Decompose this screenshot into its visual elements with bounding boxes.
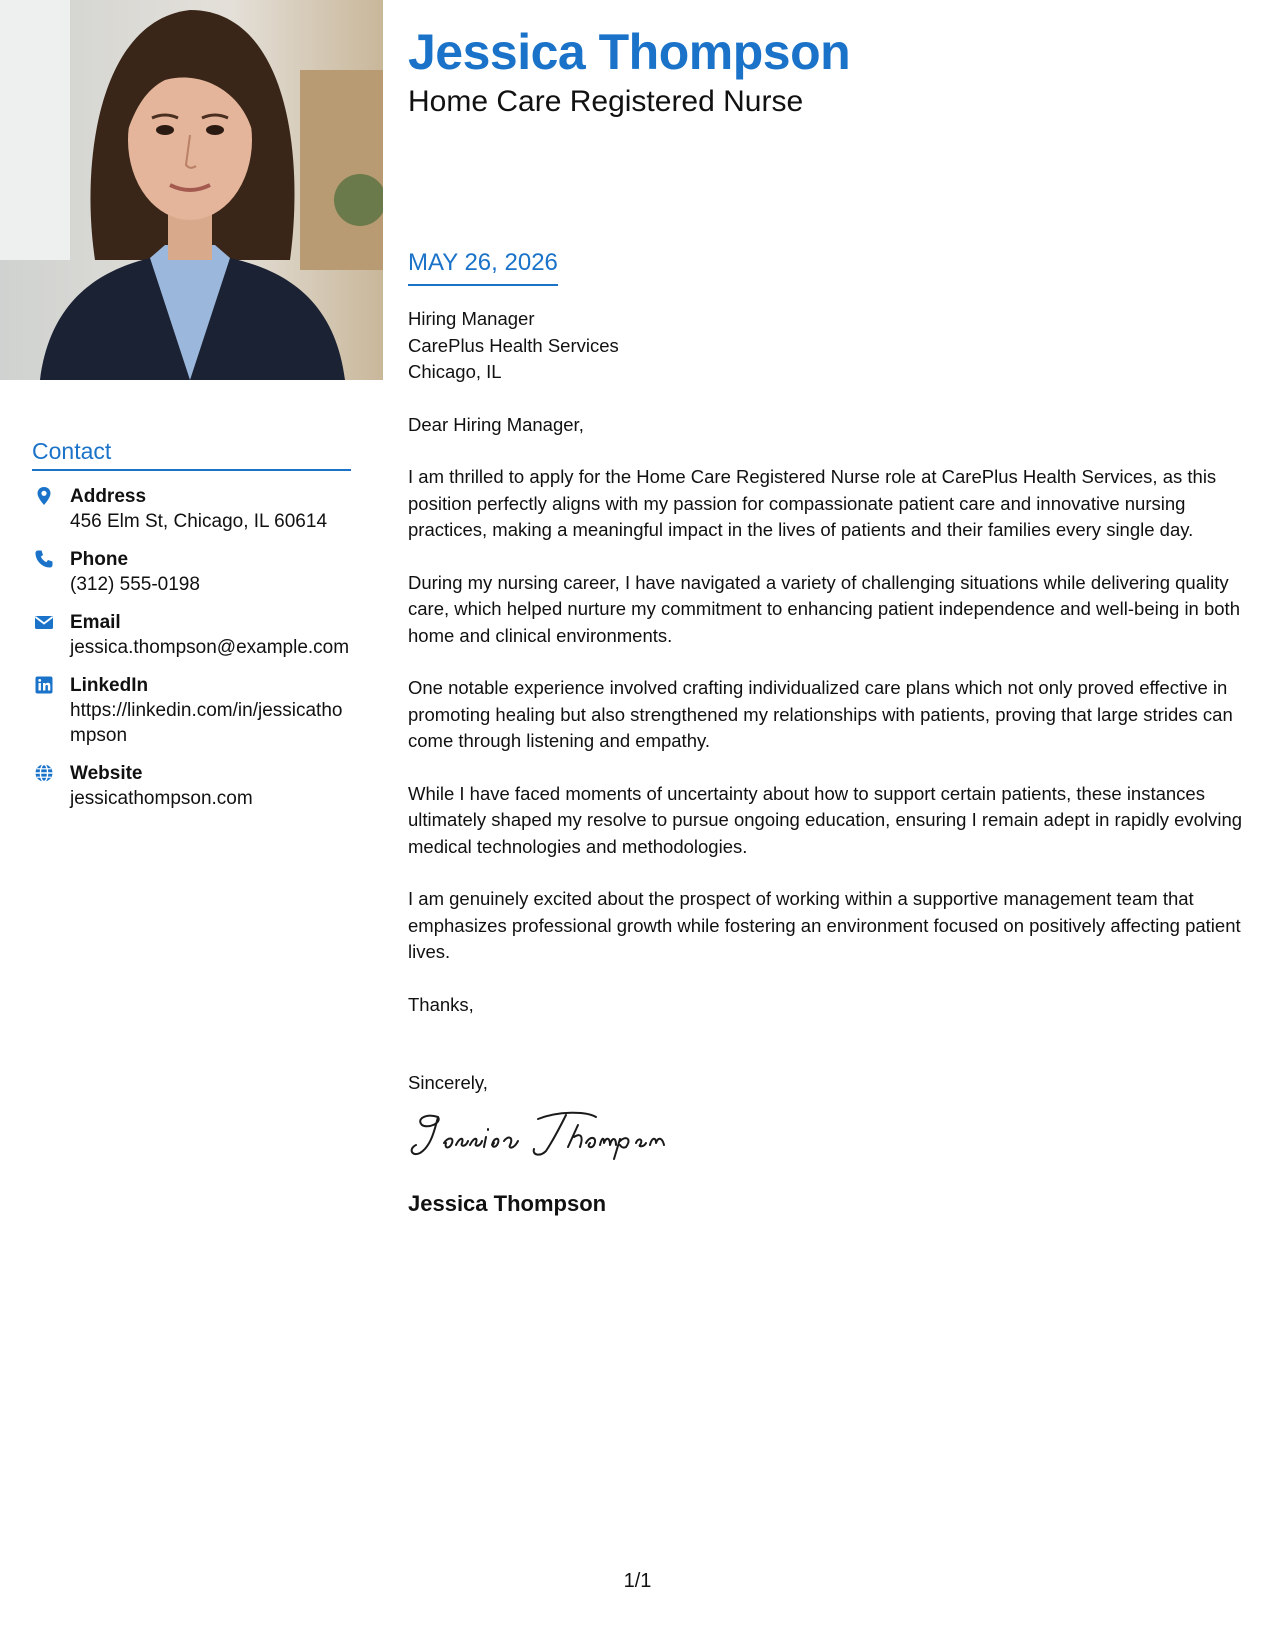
contact-label: Website (70, 763, 143, 784)
contact-value: jessicathompson.com (70, 788, 253, 809)
globe-icon (34, 763, 54, 783)
signer-name: Jessica Thompson (408, 1190, 607, 1216)
profile-photo (0, 0, 383, 380)
contact-item-email (32, 611, 351, 660)
paragraph: While I have faced moments of uncertainty about how to support certain patients, these instances ultimately shaped my resolve to pursue ongoing education, ensuring I remain adept in rapidly evolving medical technologies and methodologies. (408, 782, 1243, 857)
contact-item-website (32, 762, 351, 811)
paragraph: I am genuinely excited about the prospect of working within a supportive management team that emphasizes professional growth while fostering an environment focused on positively affecting patient lives. (408, 888, 1241, 962)
contact-section (32, 438, 351, 825)
location-pin-icon (34, 486, 54, 506)
closing-line: Sincerely, (408, 1072, 488, 1093)
contact-value: https://linkedin.com/in/jessicathompson (70, 700, 343, 746)
email-icon (34, 612, 54, 632)
handwritten-signature (408, 1107, 1248, 1163)
recipient-line: CarePlus Health Services (408, 334, 619, 356)
contact-value: 456 Elm St, Chicago, IL 60614 (70, 511, 328, 532)
contact-item-address (32, 485, 351, 534)
letter-body (408, 306, 1248, 1217)
contact-label: Phone (70, 549, 129, 570)
phone-icon (34, 549, 54, 569)
recipient-line: Chicago, IL (408, 361, 502, 382)
letter-date: MAY 26, 2026 (408, 248, 558, 286)
contact-label: LinkedIn (70, 675, 149, 696)
recipient-line: Hiring Manager (408, 308, 535, 329)
paragraph: During my nursing career, I have navigated a variety of challenging situations while delivering quality care, which helped nurture my commitment to enhancing patient independence and well-being in both home and clinical environments. (408, 571, 1240, 646)
contact-item-linkedin (32, 674, 351, 748)
applicant-role: Home Care Registered Nurse (408, 85, 804, 118)
contact-value: (312) 555-0198 (70, 574, 200, 595)
linkedin-icon (34, 675, 54, 695)
paragraph: One notable experience involved crafting individualized care plans which not only proved effective in promoting healing but also strengthened my relationships with patients, proving that large strides can come through listening and empathy. (408, 677, 1233, 751)
recipient-block (408, 306, 1248, 386)
salutation: Dear Hiring Manager, (408, 413, 584, 435)
thanks-line: Thanks, (408, 993, 474, 1015)
paragraph: I am thrilled to apply for the Home Care Registered Nurse role at CarePlus Health Services, as this position perfectly aligns with my passion for compassionate patient care and innovative nursing practices, making a meaningful impact in the lives of patients and their families every single day. (408, 466, 1217, 540)
contact-value: jessica.thompson@example.com (70, 637, 350, 658)
contact-heading: Contact (32, 438, 351, 471)
page-number: 1/1 (623, 1570, 652, 1592)
contact-item-phone (32, 548, 351, 597)
contact-label: Email (70, 612, 121, 633)
contact-label: Address (70, 486, 147, 507)
applicant-name: Jessica Thompson (408, 24, 851, 80)
